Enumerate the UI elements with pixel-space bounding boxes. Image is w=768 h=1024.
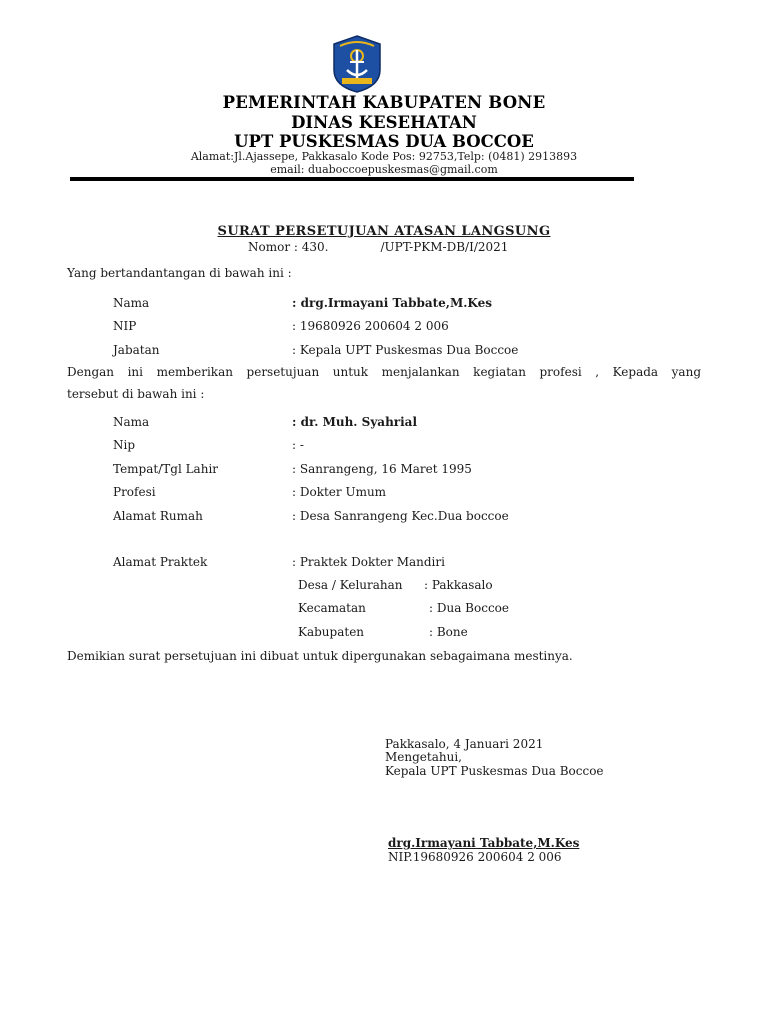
- header-department: DINAS KESEHATAN: [291, 113, 477, 132]
- consent-paragraph-line1: Dengan ini memberikan persetujuan untuk menjalankan kegiatan profesi , Kepada yang: [67, 365, 701, 379]
- practice-district-value: : Dua Boccoe: [429, 601, 509, 615]
- practice-district-label: Kecamatan: [298, 601, 366, 615]
- approver-position-value: : Kepala UPT Puskesmas Dua Boccoe: [292, 343, 519, 357]
- consent-paragraph-line2: tersebut di bawah ini :: [67, 387, 205, 401]
- practice-village-label: Desa / Kelurahan: [298, 578, 403, 592]
- number-suffix: /UPT-PKM-DB/I/2021: [380, 240, 509, 254]
- subject-profession-label: Profesi: [113, 485, 156, 499]
- header-institution: UPT PUSKESMAS DUA BOCCOE: [234, 132, 534, 151]
- kabupaten-bone-logo: [330, 34, 384, 94]
- signature-position: Kepala UPT Puskesmas Dua Boccoe: [385, 764, 604, 778]
- approver-nip-label: NIP: [113, 319, 137, 333]
- header-email: email: duaboccoepuskesmas@gmail.com: [270, 163, 498, 176]
- practice-regency-value: : Bone: [429, 625, 468, 639]
- letterhead-divider: [70, 177, 634, 181]
- subject-birth-value: : Sanrangeng, 16 Maret 1995: [292, 462, 472, 476]
- practice-village-value: : Pakkasalo: [424, 578, 493, 592]
- signature-nip: NIP.19680926 200604 2 006: [388, 850, 562, 864]
- header-government: PEMERINTAH KABUPATEN BONE: [222, 93, 546, 112]
- subject-name-value: : dr. Muh. Syahrial: [292, 415, 418, 429]
- approver-name-label: Nama: [113, 296, 150, 310]
- closing-text: Demikian surat persetujuan ini dibuat untuk dipergunakan sebagaimana mestinya.: [67, 649, 573, 663]
- practice-address-label: Alamat Praktek: [113, 555, 208, 569]
- practice-address-value: : Praktek Dokter Mandiri: [292, 555, 445, 569]
- document-title: SURAT PERSETUJUAN ATASAN LANGSUNG: [217, 224, 551, 239]
- subject-home-value: : Desa Sanrangeng Kec.Dua boccoe: [292, 509, 509, 523]
- subject-profession-value: : Dokter Umum: [292, 485, 387, 499]
- subject-birth-label: Tempat/Tgl Lahir: [113, 462, 219, 476]
- approver-name-value: : drg.Irmayani Tabbate,M.Kes: [292, 296, 492, 310]
- signature-name: drg.Irmayani Tabbate,M.Kes: [388, 836, 580, 850]
- subject-home-label: Alamat Rumah: [113, 509, 203, 523]
- subject-nip-value: : -: [292, 438, 304, 452]
- subject-nip-label: Nip: [113, 438, 136, 452]
- approver-nip-value: : 19680926 200604 2 006: [292, 319, 449, 333]
- approver-position-label: Jabatan: [113, 343, 160, 357]
- subject-name-label: Nama: [113, 415, 150, 429]
- signature-acknowledged: Mengetahui,: [385, 750, 462, 764]
- intro-text: Yang bertandantangan di bawah ini :: [67, 266, 292, 280]
- number-prefix: Nomor : 430.: [248, 240, 329, 254]
- document-number: [248, 240, 508, 254]
- signature-place-date: Pakkasalo, 4 Januari 2021: [385, 737, 544, 751]
- practice-regency-label: Kabupaten: [298, 625, 365, 639]
- header-address: Alamat:Jl.Ajassepe, Pakkasalo Kode Pos: 92753,Telp: (0481) 2913893: [190, 150, 578, 163]
